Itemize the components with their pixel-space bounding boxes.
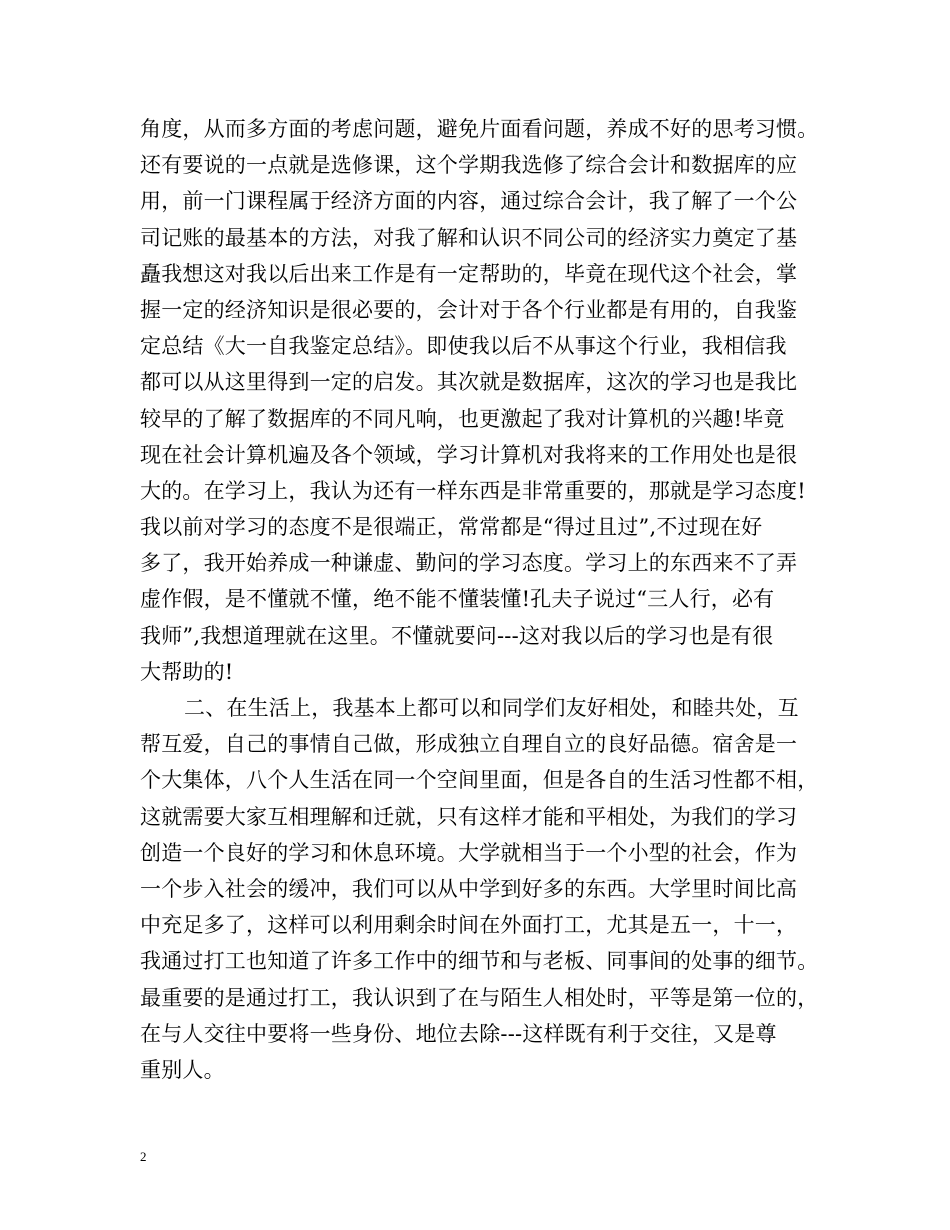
paragraph-start-line: 二、在生活上，我基本上都可以和同学们友好相处，和睦共处，互 [184, 696, 799, 720]
text-line: 角度，从而多方面的考虑问题，避免片面看问题，养成不好的思考习惯。 [140, 117, 819, 141]
text-line: 我以前对学习的态度不是很端正，常常都是“得过且过”,不过现在好 [140, 515, 763, 540]
text-line: 创造一个良好的学习和休息环境。大学就相当于一个小型的社会，作为 [140, 840, 798, 865]
text-line: 多了，我开始养成一种谦虚、勤问的学习态度。学习上的东西来不了弄 [140, 551, 798, 576]
text-line: 大帮助的! [140, 659, 234, 684]
text-line: 重别人。 [140, 1057, 225, 1082]
text-line: 握一定的经济知识是很必要的，会计对于各个行业都是有用的，自我鉴 [140, 297, 798, 322]
text-line: 都可以从这里得到一定的启发。其次就是数据库，这次的学习也是我比 [140, 370, 798, 395]
text-line: 中充足多了，这样可以利用剩余时间在外面打工，尤其是五一，十一， [140, 913, 798, 938]
text-line: 矗我想这对我以后出来工作是有一定帮助的，毕竟在现代这个社会，掌 [140, 261, 798, 286]
text-line: 这就需要大家互相理解和迁就，只有这样才能和平相处，为我们的学习 [140, 804, 798, 829]
text-line: 一个步入社会的缓冲，我们可以从中学到好多的东西。大学里时间比高 [140, 876, 798, 901]
text-line: 现在社会计算机遍及各个领域，学习计算机对我将来的工作用处也是很 [140, 442, 798, 467]
text-line: 虚作假，是不懂就不懂，绝不能不懂装懂!孔夫子说过“三人行，必有 [140, 587, 775, 612]
text-line: 我师”,我想道理就在这里。不懂就要问---这对我以后的学习也是有很 [140, 623, 774, 648]
text-line: 用，前一门课程属于经济方面的内容，通过综合会计，我了解了一个公 [140, 189, 798, 214]
text-line: 司记账的最基本的方法，对我了解和认识不同公司的经济实力奠定了基 [140, 225, 798, 250]
text-line: 帮互爱，自己的事情自己做，形成独立自理自立的良好品德。宿舍是一 [140, 732, 798, 757]
text-line: 较早的了解了数据库的不同凡响，也更激起了我对计算机的兴趣!毕竟 [140, 406, 785, 431]
text-line: 最重要的是通过打工，我认识到了在与陌生人相处时，平等是第一位的， [140, 985, 819, 1010]
text-line: 在与人交往中要将一些身份、地位去除---这样既有利于交往，又是尊 [140, 1021, 777, 1046]
text-line: 我通过打工也知道了许多工作中的细节和与老板、同事间的处事的细节。 [140, 949, 819, 974]
text-line: 定总结《大一自我鉴定总结》。即使我以后不从事这个行业，我相信我 [140, 334, 787, 359]
page-number: 2 [140, 1149, 147, 1164]
text-line: 个大集体，八个人生活在同一个空间里面，但是各自的生活习性都不相， [140, 768, 819, 793]
text-line: 还有要说的一点就是选修课，这个学期我选修了综合会计和数据库的应 [140, 153, 798, 178]
body-text [140, 111, 830, 1088]
text-line: 大的。在学习上，我认为还有一样东西是非常重要的，那就是学习态度! [140, 478, 806, 503]
